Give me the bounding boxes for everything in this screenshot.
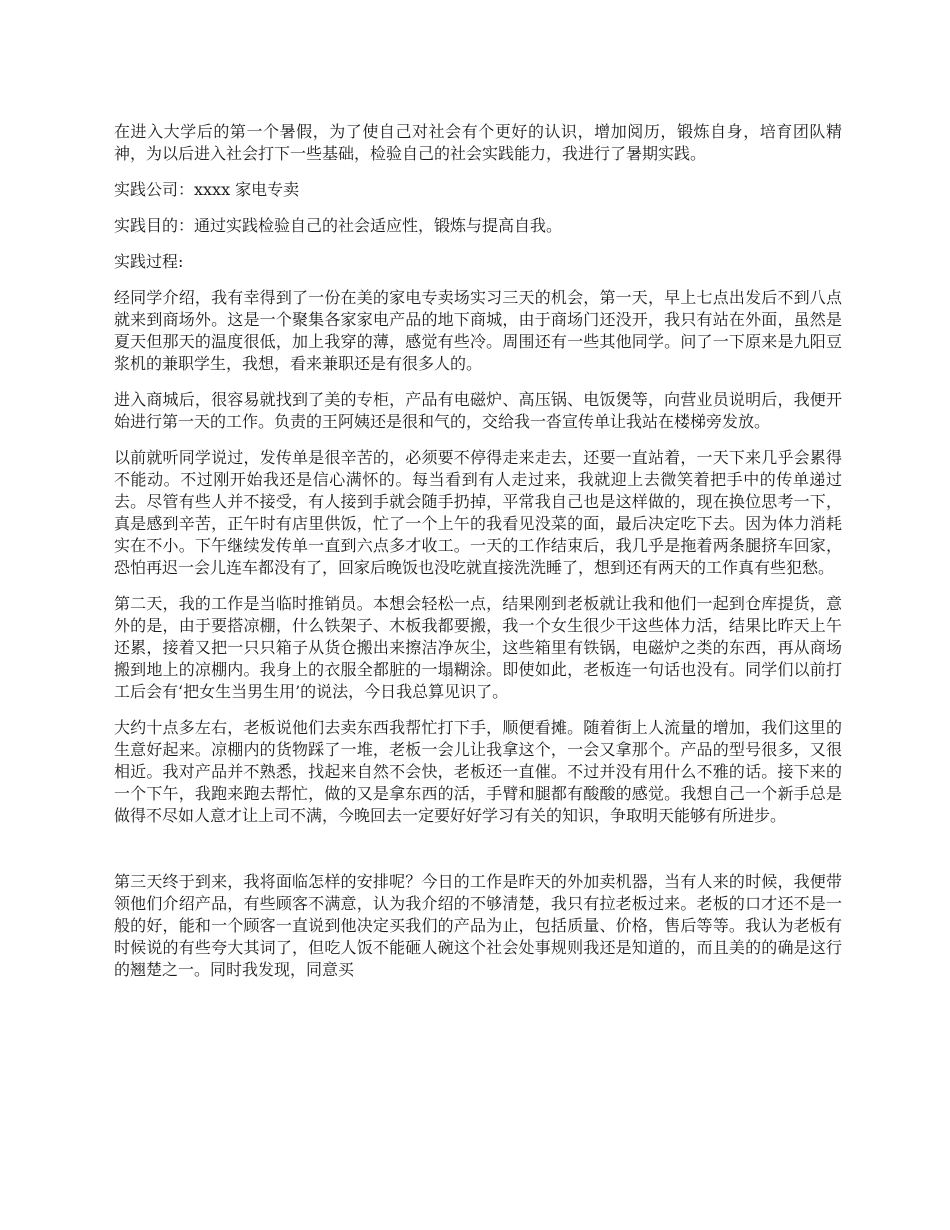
paragraph-day-one-counter: 进入商城后，很容易就找到了美的专柜，产品有电磁炉、高压锅、电饭煲等，向营业员说明后，我便开始进行第一天的工作。负责的王阿姨还是很和气的，交给我一沓宣传单让我站在楼梯旁发放。 <box>114 390 842 431</box>
paragraph-day-two: 第二天，我的工作是当临时推销员。本想会轻松一点，结果刚到老板就让我和他们一起到仓库提货，意外的是，由于要搭凉棚，什么铁架子、木板我都要搬，我一个女生很少干这些体力活，结果比昨天上午还累，接着又把一只只箱子从货仓搬出来擦洁净灰尘，这些箱里有铁锅，电磁炉之类的东西，再从商场搬到地上的凉棚内。我身上的衣服全都脏的一塌糊涂。即使如此，老板连一句话也没有。同学们以前打工后会有‘把女生当男生用’的说法，今日我总算见识了。 <box>114 594 842 701</box>
purpose-line: 实践目的：通过实践检验自己的社会适应性，锻炼与提高自我。 <box>114 216 563 235</box>
paragraph-day-three: 第三天终于到来，我将面临怎样的安排呢？今日的工作是昨天的外加卖机器，当有人来的时候，我便带领他们介绍产品，有些顾客不满意，认为我介绍的不够清楚，我只有拉老板过来。老板的口才还不是一般的好，能和一个顾客一直说到他决定买我们的产品为止，包括质量、价格，售后等等。我认为老板有时候说的有些夸大其词了，但吃人饭不能砸人碗这个社会处事规则我还是知道的，而且美的的确是这行的翘楚之一。同时我发现，同意买 <box>114 872 842 979</box>
paragraph-day-two-afternoon: 大约十点多左右，老板说他们去卖东西我帮忙打下手，顺便看摊。随着街上人流量的增加，我们这里的生意好起来。凉棚内的货物踩了一堆，老板一会儿让我拿这个，一会又拿那个。产品的型号很多，又很相近。我对产品并不熟悉，找起来自然不会快，老板还一直催。不过并没有用什么不雅的话。接下来的一个下午，我跑来跑去帮忙，做的又是拿东西的活，手臂和腿都有酸酸的感觉。我想自己一个新手总是做得不尽如人意才让上司不满，今晚回去一定要好好学习有关的知识，争取明天能够有所进步。 <box>114 718 842 825</box>
intro-paragraph: 在进入大学后的第一个暑假，为了使自己对社会有个更好的认识，增加阅历，锻炼自身，培育团队精神，为以后进入社会打下一些基础，检验自己的社会实践能力，我进行了暑期实践。 <box>114 122 842 163</box>
company-line: 实践公司：xxxx 家电专卖 <box>114 180 300 199</box>
paragraph-gap <box>114 841 842 871</box>
paragraph-day-one-arrival: 经同学介绍，我有幸得到了一份在美的家电专卖场实习三天的机会，第一天，早上七点出发后不到八点就来到商场外。这是一个聚集各家家电产品的地下商城，由于商场门还没开，我只有站在外面，虽然是夏天但那天的温度很低，加上我穿的薄，感觉有些冷。周围还有一些其他同学。问了一下原来是九阳豆浆机的兼职学生，我想，看来兼职还是有很多人的。 <box>114 288 842 373</box>
process-label: 实践过程: <box>114 252 184 271</box>
document-body <box>114 121 842 995</box>
paragraph-day-one-flyers: 以前就听同学说过，发传单是很辛苦的，必须要不停得走来走去，还要一直站着，一天下来几乎会累得不能动。不过刚开始我还是信心满怀的。每当看到有人走过来，我就迎上去微笑着把手中的传单递过去。尽管有些人并不接受，有人接到手就会随手扔掉，平常我自己也是这样做的，现在换位思考一下，真是感到辛苦，正午时有店里供饭，忙了一个上午的我看见没菜的面，最后决定吃下去。因为体力消耗实在不小。下午继续发传单一直到六点多才收工。一天的工作结束后，我几乎是拖着两条腿挤车回家，恐怕再迟一会儿连车都没有了，回家后晚饭也没吃就直接洗洗睡了，想到还有两天的工作真有些犯愁。 <box>114 448 842 577</box>
